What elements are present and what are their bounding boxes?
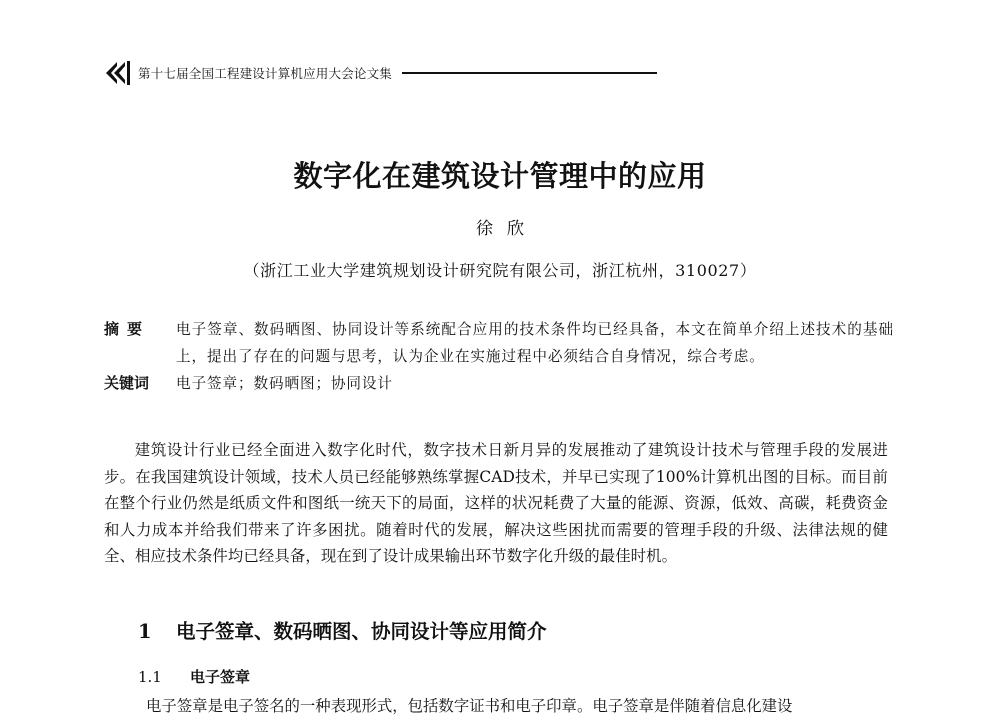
header-rule <box>402 72 657 74</box>
section-number: 1 <box>138 620 152 643</box>
keywords-row <box>104 370 894 397</box>
paper-title: 数字化在建筑设计管理中的应用 <box>293 159 707 193</box>
keywords-text: 电子签章；数码晒图；协同设计 <box>176 375 393 392</box>
author-affiliation: （浙江工业大学建筑规划设计研究院有限公司，浙江杭州，310027） <box>243 261 757 280</box>
subsection-number: 1.1 <box>138 668 162 686</box>
abstract-row <box>104 316 894 370</box>
abstract-text: 电子签章、数码晒图、协同设计等系统配合应用的技术条件均已经具备，本文在简单介绍上述技术的基础上，提出了存在的问题与思考，认为企业在实施过程中必须结合自身情况，综合考虑。 <box>176 321 894 365</box>
body-paragraph: 建筑设计行业已经全面进入数字化时代，数字技术日新月异的发展推动了建筑设计技术与管理手段的发展进步。在我国建筑设计领域，技术人员已经能够熟练掌握CAD技术，并早已实现了100%计算机出图的目标。而目前在整个行业仍然是纸质文件和图纸一统天下的局面，这样的状况耗费了大量的能源、资源，低效、高碳，耗费资金和人力成本并给我们带来了许多困扰。随着时代的发展，解决这些困扰而需要的管理手段的升级、法律法规的健全、相应技术条件均已经具备，现在到了设计成果输出环节数字化升级的最佳时机。 <box>104 441 888 566</box>
subsection-heading-1-1 <box>138 666 250 687</box>
section-heading-1 <box>138 616 547 644</box>
double-chevron-left-icon <box>104 58 134 88</box>
running-header <box>104 58 657 88</box>
subsection-title: 电子签章 <box>190 668 251 686</box>
body-paragraph-cutoff: 电子签章是电子签名的一种表现形式，包括数字证书和电子印章。电子签章是伴随着信息化建设 <box>146 697 793 715</box>
abstract-label: 摘要 <box>104 320 151 338</box>
author-name: 徐欣 <box>476 219 538 239</box>
abstract-block <box>104 316 894 397</box>
section-title: 电子签章、数码晒图、协同设计等应用简介 <box>176 620 547 643</box>
keywords-label: 关键词 <box>104 374 150 392</box>
running-header-text: 第十七届全国工程建设计算机应用大会论文集 <box>138 66 393 81</box>
